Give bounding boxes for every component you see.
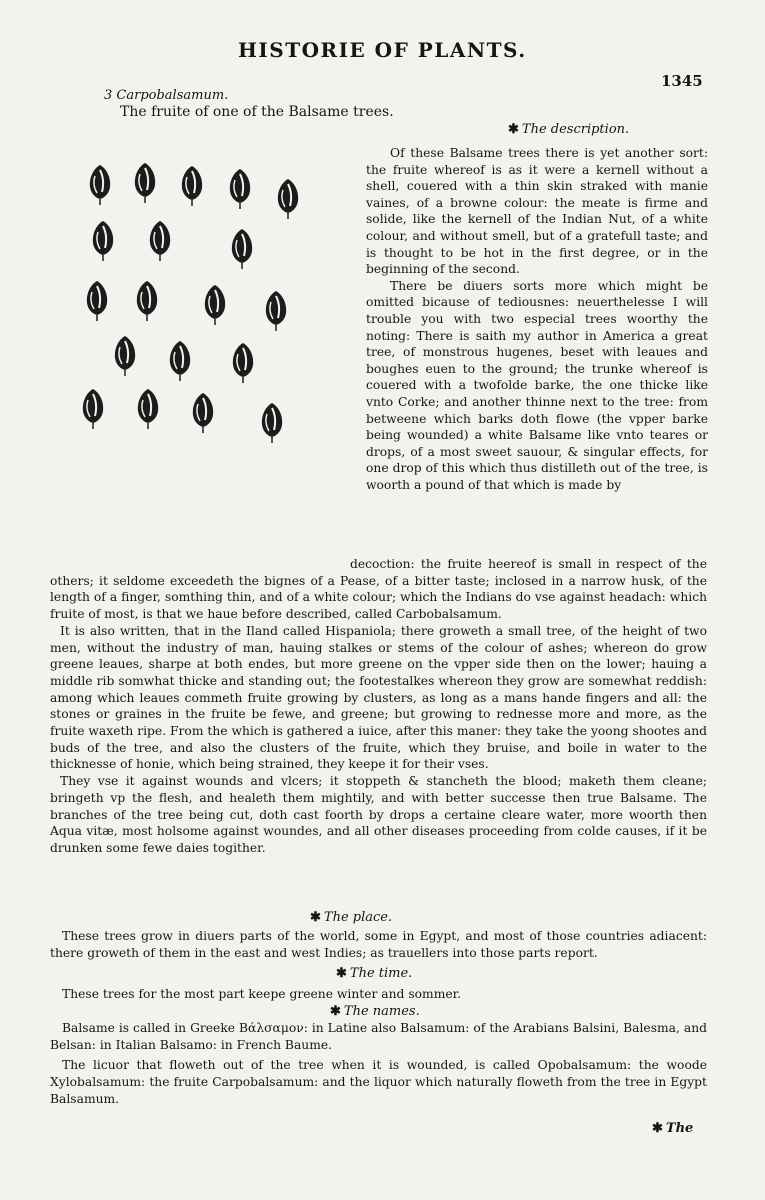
time-heading: ✱ The time. bbox=[336, 966, 413, 981]
names-heading: ✱ The names. bbox=[330, 1004, 420, 1019]
place-text: These trees grow in diuers parts of the world, some in Egypt, and most of those countries adiacent: there groweth of them in the east and west Indies; as trauellers into those parts report. bbox=[50, 929, 707, 960]
figure-caption-number: 3 Carpobalsamum. bbox=[104, 88, 229, 103]
seed-pod bbox=[135, 163, 155, 203]
time-text: These trees for the most part keepe greene winter and sommer. bbox=[62, 987, 462, 1001]
names-text: Balsame is called in Greeke Βάλσαμον: in Latine also Balsamum: of the Arabians Balsini, Balesma, and Belsan: in Italian Balsamo: in French Baume. bbox=[50, 1021, 707, 1052]
description-paragraph: Of these Balsame trees there is yet another sort: the fruite whereof is as it were a kernell without a shell, couered with a thin skin straked with manie vaines, of a browne colour: the meate is firme and solide, like the kernell of the Indian Nut, of a white colour, and without smell, but of a gratefull taste; and is thought to be hot in the first degree, or in the beginning of the second. bbox=[366, 146, 708, 277]
running-title: HISTORIE OF PLANTS. bbox=[238, 38, 527, 62]
catchword: ✱ The bbox=[652, 1121, 694, 1136]
figure-caption-title: The fruite of one of the Balsame trees. bbox=[120, 104, 394, 120]
seed-pod bbox=[90, 165, 110, 205]
seed-pod bbox=[83, 389, 103, 429]
seed-pod bbox=[262, 403, 282, 443]
description-paragraph: They vse it against wounds and vlcers; it stoppeth & stancheth the blood; maketh them cleane; bringeth vp the flesh, and healeth them mightily, and with better successe then true Balsame. The branches of the tree being cut, doth cast foorth by drops a certaine cleare water, more woorth then Aqua vitæ, most holsome against woundes, and all other diseases proceeding from colde causes, if it be drunken some fewe daies togither. bbox=[50, 774, 707, 855]
page-number: 1345 bbox=[661, 72, 703, 90]
seed-pods-woodcut-icon bbox=[70, 150, 320, 460]
seed-pod bbox=[182, 166, 202, 206]
description-heading: ✱ The description. bbox=[508, 122, 630, 137]
names-section bbox=[50, 1020, 707, 1108]
place-section bbox=[50, 928, 707, 961]
seed-pod bbox=[137, 281, 157, 321]
seed-pod bbox=[230, 169, 250, 209]
description-paragraph: decoction: the fruite heereof is small in respect of the others; it seldome exceedeth the bignes of a Pease, of a bitter taste; inclosed in a narrow husk, of the length of a finger, somthing thin, and of a white colour; which the Indians do vse against headach: which fruite of most, is that we haue before described, called Carbobalsamum. bbox=[50, 557, 707, 622]
seed-pod bbox=[266, 291, 286, 331]
seed-pod bbox=[138, 389, 158, 429]
seed-pod bbox=[232, 229, 252, 269]
description-full-width bbox=[50, 556, 707, 857]
description-column bbox=[366, 145, 708, 493]
names-text: The licuor that floweth out of the tree when it is wounded, is called Opobalsamum: the woode Xylobalsamum: the fruite Carpobalsamum: and the liquor which naturally floweth from the tree in Egypt Balsamum. bbox=[50, 1058, 707, 1106]
place-heading: ✱ The place. bbox=[310, 910, 393, 925]
seed-pod bbox=[93, 221, 113, 261]
seed-pod bbox=[193, 393, 213, 433]
time-section bbox=[50, 986, 707, 1003]
description-paragraph: There be diuers sorts more which might be omitted bicause of tediousnes: neuerthelesse I will trouble you with two especial trees woorthy the noting: There is saith my author in America a great tree, of monstrous hugenes, beset with leaues and boughes euen to the ground; the trunke whereof is couered with a twofolde barke, the one thicke like vnto Corke; and another thinne next to the tree: from betweene which barks doth flowe (the vpper barke being wounded) a white Balsame like vnto teares or drops, of a most sweet sauour, & singular effects, for one drop of this which thus distilleth out of the tree, is woorth a pound of that which is made by bbox=[366, 278, 708, 492]
asterisk-icon: ✱ bbox=[310, 910, 321, 925]
asterisk-icon: ✱ bbox=[508, 122, 519, 137]
description-paragraph: It is also written, that in the Iland called Hispaniola; there groweth a small tree, of the height of two men, without the industry of man, hauing stalkes or stems of the colour of ashes; whereon do grow greene leaues, sharpe at both endes, but more greene on the vpper side then on the lower; hauing a middle rib somwhat thicke and standing out; the footestalkes whereon they grow are somewhat reddish: among which leaues commeth fruite growing by clusters, as long as a mans hande fingers and all: the stones or graines in the fruite be fewe, and greene; but growing to rednesse more and more, as the fruite waxeth ripe. From the which is gathered a iuice, after this maner: they take the yoong shootes and buds of the tree, and also the clusters of the fruite, which they bruise, and boile in water to the thicknesse of honie, which being strained, they keepe it for their vses. bbox=[50, 623, 708, 772]
seed-pod bbox=[150, 221, 170, 261]
seed-pod bbox=[87, 281, 107, 321]
asterisk-icon: ✱ bbox=[336, 966, 347, 981]
asterisk-icon: ✱ bbox=[652, 1121, 663, 1136]
seed-pod bbox=[278, 179, 298, 219]
seed-pod bbox=[115, 336, 135, 376]
seed-pod bbox=[233, 343, 253, 383]
asterisk-icon: ✱ bbox=[330, 1004, 341, 1019]
seed-pod bbox=[205, 285, 225, 325]
seed-pod bbox=[170, 341, 190, 381]
